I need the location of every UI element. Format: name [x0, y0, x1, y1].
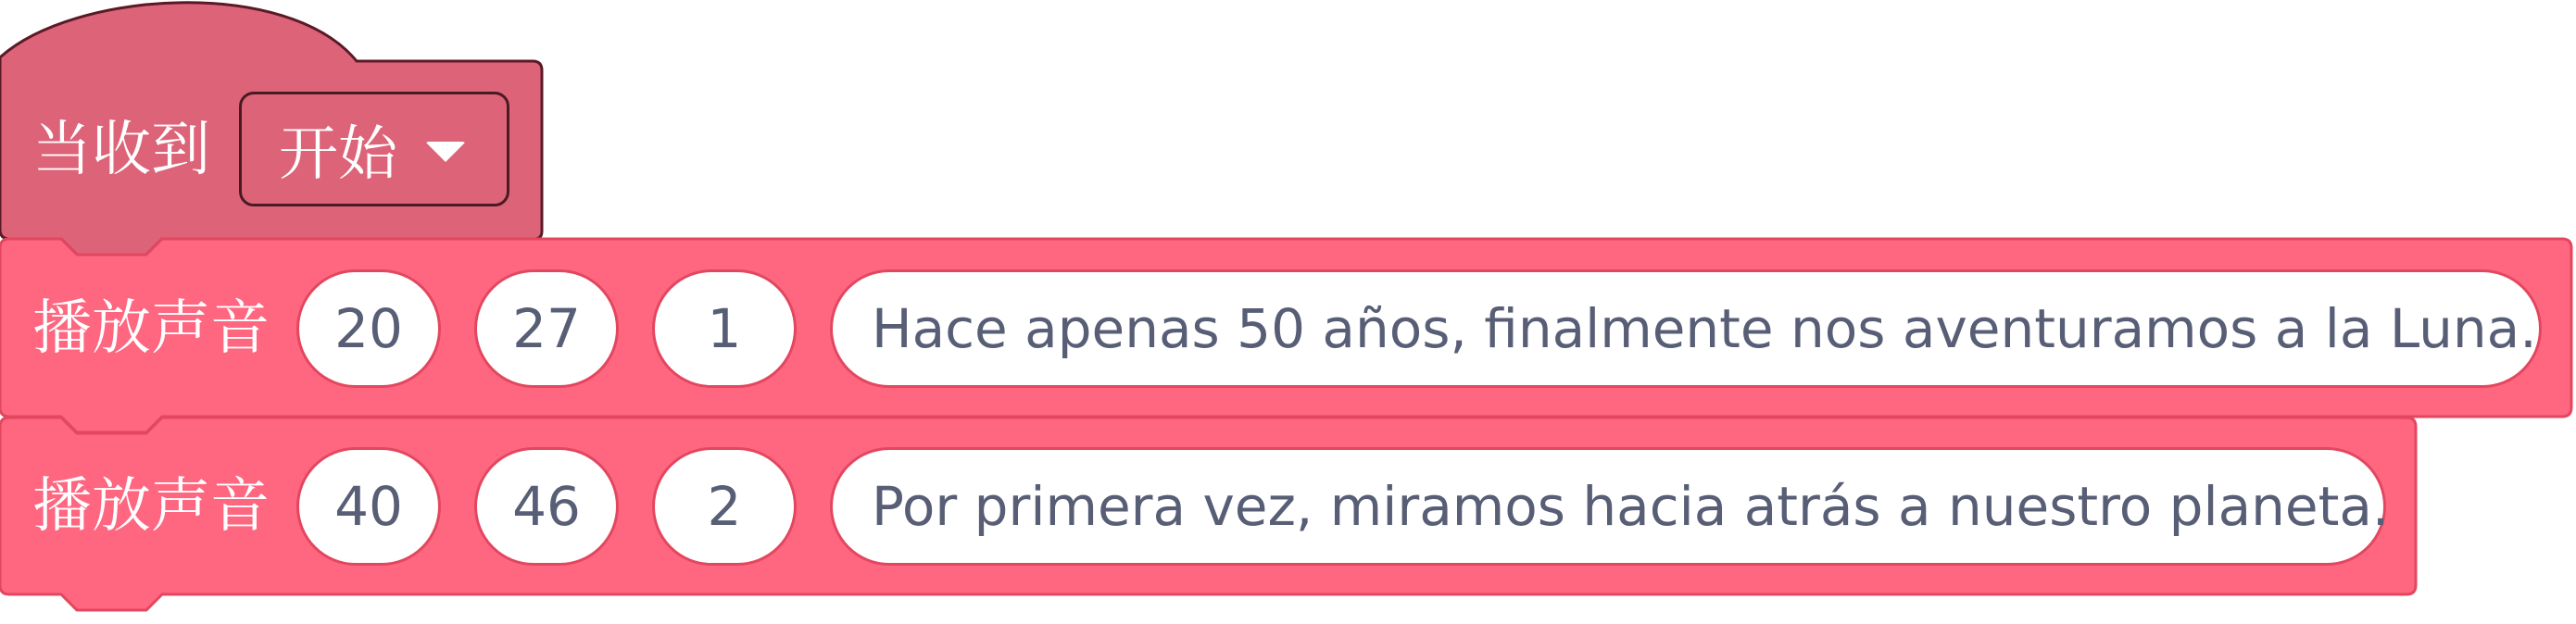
hat-block-label: 当收到: [32, 116, 210, 184]
sound-block-1-arg1-input[interactable]: 20: [296, 269, 441, 388]
sound-block-2-label: 播放声音: [32, 472, 270, 541]
sound-block-2-arg1-input[interactable]: 40: [296, 447, 441, 566]
sound-block-1-label: 播放声音: [32, 294, 270, 363]
sound-block-2-arg2-input[interactable]: 46: [474, 447, 619, 566]
message-dropdown-value: 开始: [279, 120, 397, 189]
caret-down-icon: [425, 142, 466, 162]
sound-block-1-text-input[interactable]: Hace apenas 50 años, finalmente nos aventuramos a la Luna.: [830, 269, 2542, 388]
sound-block-2-arg3-input[interactable]: 2: [652, 447, 797, 566]
sound-block-1-arg3-input[interactable]: 1: [652, 269, 797, 388]
sound-block-2-text-input[interactable]: Por primera vez, miramos hacia atrás a nuestro planeta.: [830, 447, 2386, 566]
message-dropdown[interactable]: [239, 92, 509, 206]
sound-block-1-arg2-input[interactable]: 27: [474, 269, 619, 388]
